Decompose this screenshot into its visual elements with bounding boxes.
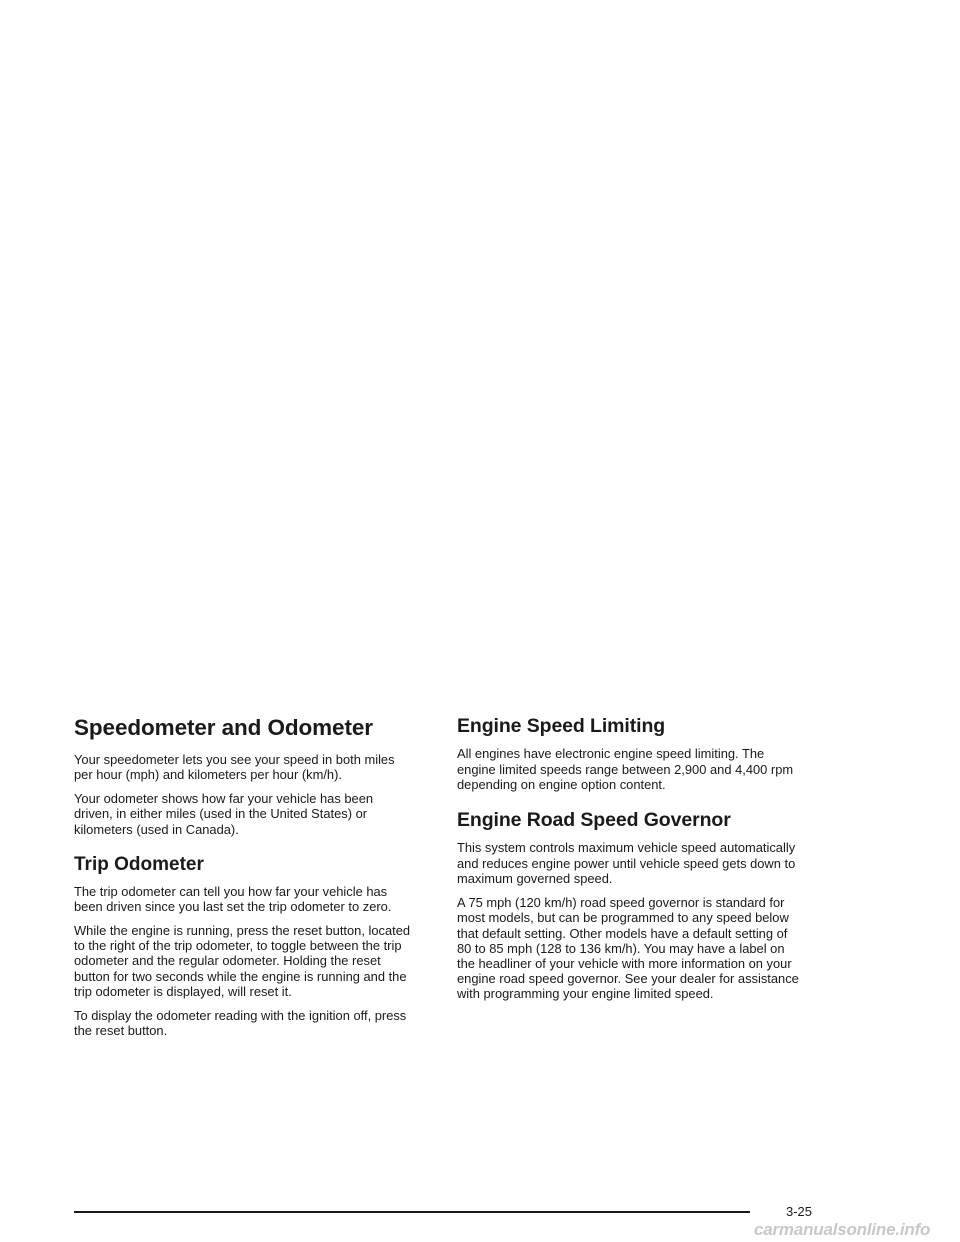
- paragraph: A 75 mph (120 km/h) road speed governor is standard for most models, but can be programmed to any speed below that default setting. Other models have a default setting of 80 to 85 mph (128 to 136 km/h). You may have a label on the headliner of your vehicle with more information on your engine road speed governor. See your dealer for assistance with programming your engine limited speed.: [457, 895, 799, 1002]
- footer-rule: [74, 1211, 750, 1213]
- section-title-speedometer: Speedometer and Odometer: [74, 715, 373, 740]
- section-title-speed-limiting: Engine Speed Limiting: [457, 715, 666, 737]
- paragraph: All engines have electronic engine speed limiting. The engine limited speeds range between 2,900 and 4,400 rpm depending on engine option content.: [457, 746, 794, 792]
- paragraph: Your odometer shows how far your vehicle has been driven, in either miles (used in the United States) or kilometers (used in Canada).: [74, 791, 374, 837]
- section-title-road-speed-governor: Engine Road Speed Governor: [457, 809, 731, 832]
- paragraph: While the engine is running, press the reset button, located to the right of the trip odometer, to toggle between the trip odometer and the regular odometer. Holding the reset button for two seconds while the engine is running and the trip odometer is displayed, will reset it.: [74, 923, 411, 999]
- paragraph: The trip odometer can tell you how far your vehicle has been driven since you last set the trip odometer to zero.: [74, 883, 392, 914]
- paragraph: This system controls maximum vehicle speed automatically and reduces engine power until vehicle speed gets down to maximum governed speed.: [457, 840, 796, 886]
- left-column: [74, 716, 412, 1047]
- page-number: 3-25: [786, 1204, 813, 1219]
- paragraph: To display the odometer reading with the ignition off, press the reset button.: [74, 1008, 407, 1039]
- watermark: carmanualsonline.info: [754, 1220, 931, 1239]
- section-title-trip-odometer: Trip Odometer: [74, 853, 204, 875]
- paragraph: Your speedometer lets you see your speed in both miles per hour (mph) and kilometers per hour (km/h).: [74, 751, 395, 782]
- right-column: [457, 716, 802, 1011]
